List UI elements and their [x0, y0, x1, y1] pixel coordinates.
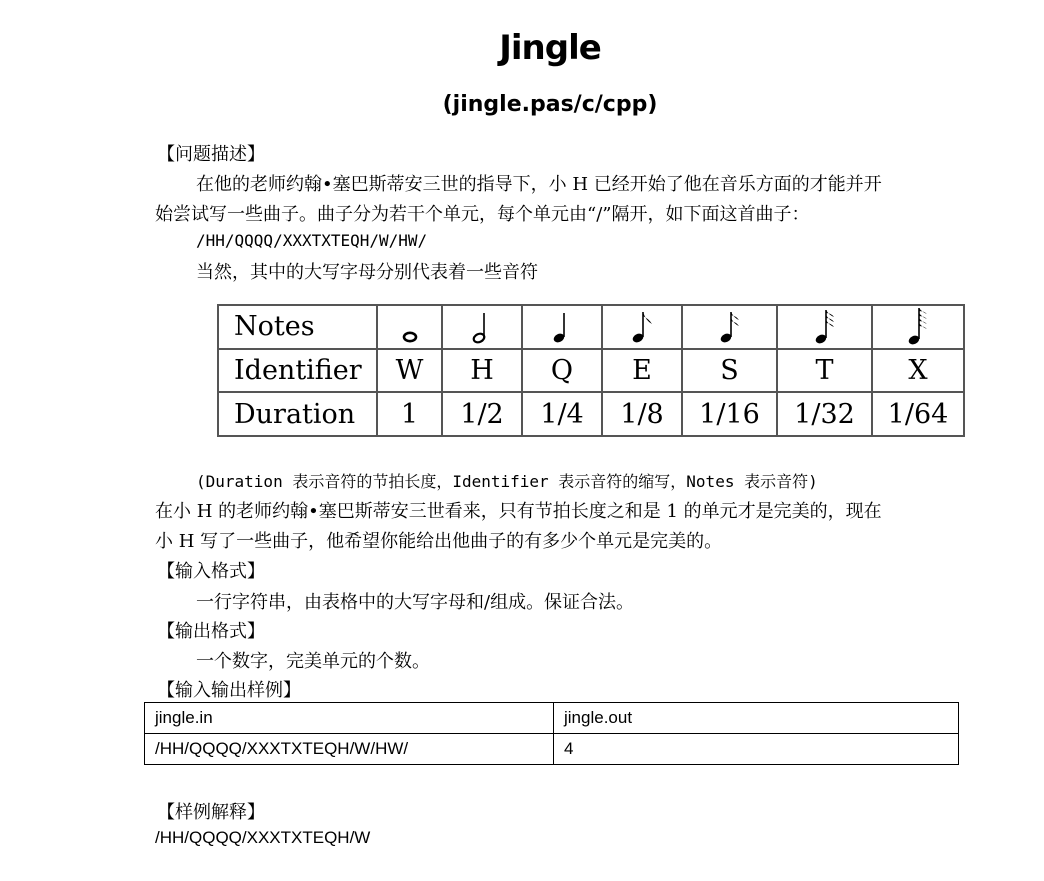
description-line-2: 始尝试写一些曲子。曲子分为若干个单元，每个单元由“/”隔开，如下面这首曲子： — [155, 204, 810, 225]
row-label-notes: Notes — [218, 305, 377, 349]
section-heading-io-sample: 【输入输出样例】 — [157, 680, 301, 701]
sixty-fourth-note-icon — [872, 305, 964, 349]
identifier-cell: H — [442, 349, 522, 393]
section-heading-explanation: 【样例解释】 — [157, 802, 265, 823]
identifier-cell: T — [777, 349, 872, 393]
sample-output-value: 4 — [554, 734, 959, 765]
identifier-cell: S — [682, 349, 777, 393]
sample-table — [144, 702, 959, 765]
duration-cell: 1/32 — [777, 392, 872, 436]
duration-row — [218, 392, 964, 436]
page-title: Jingle — [499, 28, 601, 68]
half-note-icon — [442, 305, 522, 349]
identifier-row — [218, 349, 964, 393]
sample-header-row — [145, 703, 959, 734]
description-line-4: 在小 H 的老师约翰•塞巴斯蒂安三世看来，只有节拍长度之和是 1 的单元才是完美的，现在 — [155, 501, 882, 522]
duration-cell: 1/16 — [682, 392, 777, 436]
identifier-cell: W — [377, 349, 442, 393]
duration-cell: 1/64 — [872, 392, 964, 436]
sixteenth-note-icon — [682, 305, 777, 349]
description-line-5: 小 H 写了一些曲子，他希望你能给出他曲子的有多少个单元是完美的。 — [155, 531, 723, 552]
notes-table — [217, 304, 965, 437]
sample-input-value: /HH/QQQQ/XXXTXTEQH/W/HW/ — [145, 734, 554, 765]
description-line-3: 当然，其中的大写字母分别代表着一些音符 — [196, 262, 538, 283]
row-label-duration: Duration — [218, 392, 377, 436]
eighth-note-icon — [602, 305, 682, 349]
identifier-cell: Q — [522, 349, 602, 393]
section-heading-input: 【输入格式】 — [157, 561, 265, 582]
explanation-line-1: /HH/QQQQ/XXXTXTEQH/W — [155, 828, 371, 847]
whole-note-icon — [377, 305, 442, 349]
description-line-1: 在他的老师约翰•塞巴斯蒂安三世的指导下，小 H 已经开始了他在音乐方面的才能并开 — [196, 174, 882, 195]
quarter-note-icon — [522, 305, 602, 349]
input-format-text: 一行字符串，由表格中的大写字母和/组成。保证合法。 — [196, 592, 635, 613]
notes-table-caption: (Duration 表示音符的节拍长度，Identifier 表示音符的缩写，Notes 表示音符) — [196, 472, 818, 491]
page-subtitle: (jingle.pas/c/cpp) — [442, 92, 658, 117]
section-heading-description: 【问题描述】 — [157, 144, 265, 165]
duration-cell: 1 — [377, 392, 442, 436]
description-example: /HH/QQQQ/XXXTXTEQH/W/HW/ — [196, 231, 428, 250]
duration-cell: 1/2 — [442, 392, 522, 436]
identifier-cell: E — [602, 349, 682, 393]
duration-cell: 1/4 — [522, 392, 602, 436]
output-format-text: 一个数字，完美单元的个数。 — [196, 651, 430, 672]
sample-data-row — [145, 734, 959, 765]
sample-output-header: jingle.out — [554, 703, 959, 734]
row-label-identifier: Identifier — [218, 349, 377, 393]
duration-cell: 1/8 — [602, 392, 682, 436]
identifier-cell: X — [872, 349, 964, 393]
notes-row — [218, 305, 964, 349]
sample-input-header: jingle.in — [145, 703, 554, 734]
section-heading-output: 【输出格式】 — [157, 621, 265, 642]
thirty-second-note-icon — [777, 305, 872, 349]
